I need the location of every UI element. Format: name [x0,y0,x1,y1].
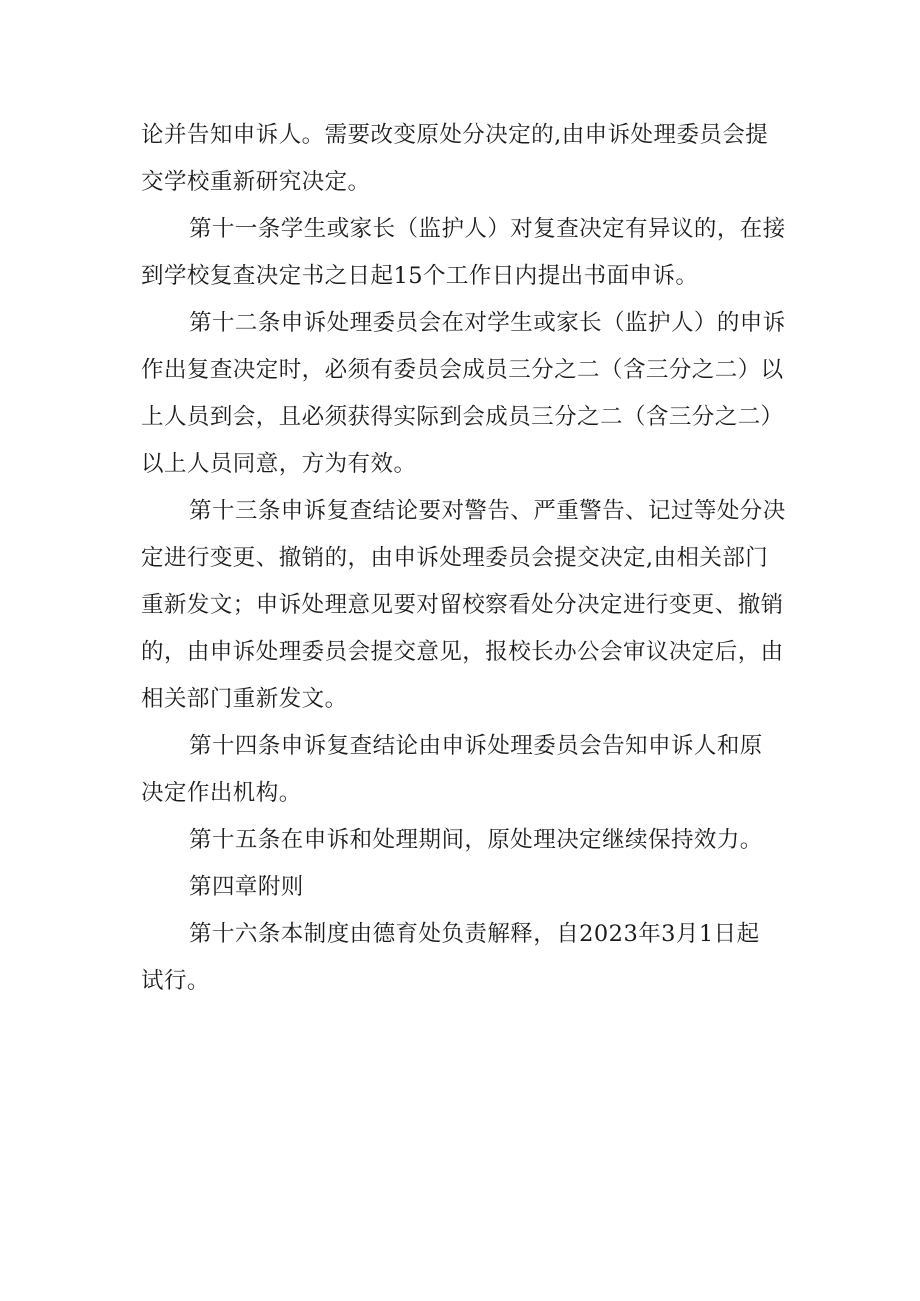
paragraph-article-11 [141,206,784,300]
text-line: 决定作出机构。 [141,780,302,806]
text-line: 第十二条申诉处理委员会在对学生或家长（监护人）的申诉 [189,310,786,336]
text-line: 交学校重新研究决定。 [141,169,371,195]
text-line: 第十一条学生或家长（监护人）对复查决定有异议的，在接 [189,216,786,242]
text-line: 第四章附则 [189,874,304,900]
text-line: 第十五条在申诉和处理期间，原处理决定继续保持效力。 [189,827,763,853]
paragraph-article-16 [141,911,784,1005]
paragraph-article-13 [141,488,784,723]
text-line: 到学校复查决定书之日起15个工作日内提出书面申诉。 [141,263,699,289]
chapter-heading [141,864,784,911]
text-line: 定进行变更、撤销的，由申诉处理委员会提交决定,由相关部门 [141,545,769,571]
text-line: 第十四条申诉复查结论由申诉处理委员会告知申诉人和原 [189,733,763,759]
text-line: 上人员到会，且必须获得实际到会成员三分之二（含三分之二） [141,404,784,430]
paragraph-article-15 [141,817,784,864]
paragraph-article-12 [141,300,784,488]
text-line: 的，由申诉处理委员会提交意见，报校长办公会审议决定后，由 [141,639,784,665]
paragraph-continuation [141,112,784,206]
text-line: 相关部门重新发文。 [141,686,348,712]
text-line: 第十三条申诉复查结论要对警告、严重警告、记过等处分决 [189,498,786,524]
text-line: 重新发文；申诉处理意见要对留校察看处分决定进行变更、撤销 [141,592,784,618]
text-line: 以上人员同意，方为有效。 [141,451,417,477]
paragraph-article-14 [141,723,784,817]
document-page [141,112,784,1005]
text-line: 试行。 [141,968,210,994]
text-line: 第十六条本制度由德育处负责解释，自2023年3月1日起 [189,921,760,947]
text-line: 论并告知申诉人。需要改变原处分决定的,由申诉处理委员会提 [141,122,769,148]
text-line: 作出复查决定时，必须有委员会成员三分之二（含三分之二）以 [141,357,784,383]
